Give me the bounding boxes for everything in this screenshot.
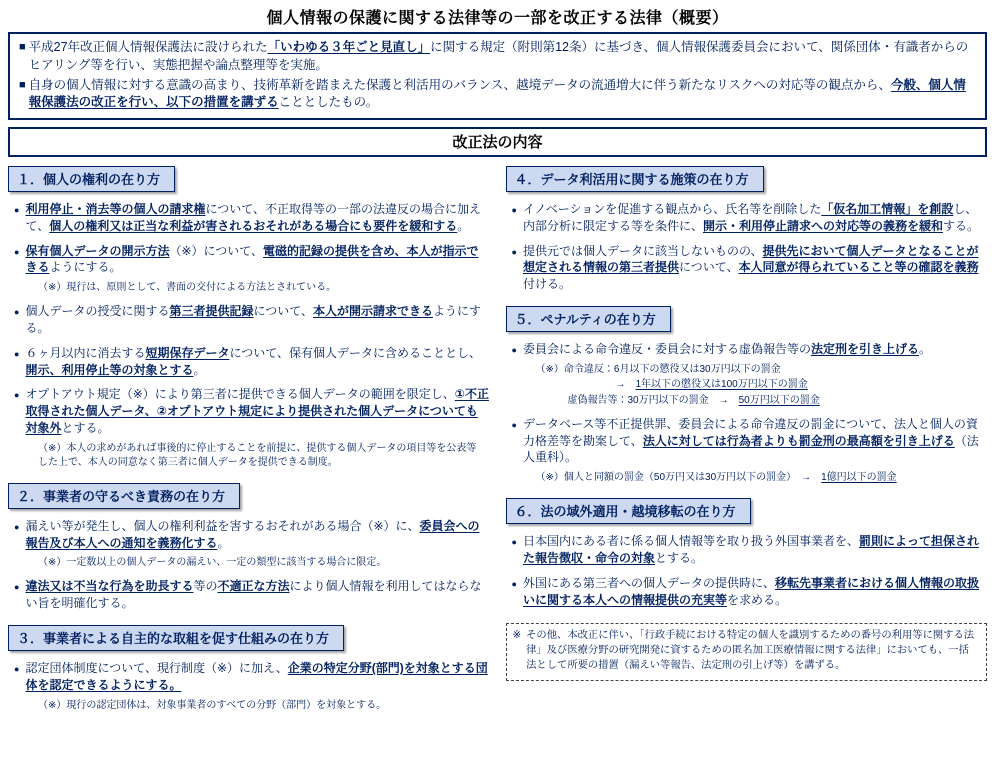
section-data-utilization bbox=[506, 166, 988, 293]
section-extraterritorial-heading: ６．法の域外適用・越境移転の在り方 bbox=[506, 498, 751, 524]
reference-mark-icon: ※ bbox=[512, 630, 522, 642]
bullet-text: 個人データの授受に関する第三者提供記録について、本人が開示請求できるようにする。 bbox=[25, 304, 482, 335]
bullet-text: 保有個人データの開示方法（※）について、電磁的記録の提供を含め、本人が指示できるようにする。 bbox=[25, 243, 479, 275]
intro-text: 自身の個人情報に対する意識の高まり、技術革新を踏まえた保護と利活用のバランス、越境データの流通増大に伴う新たなリスクへの対応等の観点から、今般、個人情報保護法の改正を行い、以下の措置を講ずることとしたもの。 bbox=[28, 77, 966, 110]
bullet-item bbox=[508, 416, 988, 466]
section-voluntary-efforts bbox=[8, 625, 490, 713]
bullet-text: データベース等不正提供罪、委員会による命令違反の罰金について、法人と個人の資力格差等を勘案して、法人に対しては行為者よりも罰金刑の最高額を引き上げる（法人重科）。 bbox=[522, 416, 979, 465]
note-text: （※）現行の認定団体は、対象事業者のすべての分野（部門）を対象とする。 bbox=[38, 699, 387, 711]
section-penalty-heading: ５．ペナルティの在り方 bbox=[506, 306, 671, 332]
bullet-item bbox=[508, 201, 988, 235]
bullet-item bbox=[10, 660, 490, 694]
bullet-text: 漏えい等が発生し、個人の権利利益を害するおそれがある場合（※）に、委員会への報告及び本人への通知を義務化する。 bbox=[25, 518, 480, 550]
bullet-item bbox=[10, 518, 490, 552]
bullet-text: 提供元では個人データに該当しないものの、提供先において個人データとなることが想定される情報の第三者提供について、本人同意が得られていること等の確認を義務付ける。 bbox=[522, 243, 979, 292]
circle-bullet-icon: ● bbox=[14, 307, 20, 318]
left-column bbox=[8, 166, 490, 721]
section-business-duties-heading: ２．事業者の守るべき責務の在り方 bbox=[8, 483, 240, 509]
section-data-utilization-heading: ４．データ利活用に関する施策の在り方 bbox=[506, 166, 764, 192]
bullet-text: 外国にある第三者への個人データの提供時に、移転先事業者における個人情報の取扱いに関する本人への情報提供の充実等を求める。 bbox=[522, 575, 979, 607]
intro-box bbox=[8, 32, 987, 120]
intro-text: 平成27年改正個人情報保護法に設けられた「いわゆる３年ごと見直し」に関する規定（附則第12条）に基づき、個人情報保護委員会において、関係団体・有識者からのヒアリング等を行い、実態把握や論点整理等を実施。 bbox=[28, 40, 969, 72]
bullet-text: 認定団体制度について、現行制度（※）に加え、企業の特定分野(部門)を対象とする団体を認定できるようにする。 bbox=[25, 660, 488, 692]
bullet-item bbox=[508, 243, 988, 293]
note-text: （※）一定数以上の個人データの漏えい、一定の類型に該当する場合に限定。 bbox=[38, 557, 387, 569]
two-column-layout bbox=[7, 166, 988, 721]
section-extraterritorial bbox=[506, 498, 988, 608]
bullet-text: オプトアウト規定（※）により第三者に提供できる個人データの範囲を限定し、①不正取得された個人データ、②オプトアウト規定により提供された個人データについても対象外とする。 bbox=[25, 387, 489, 435]
bullet-text: イノベーションを促進する観点から、氏名等を削除した「仮名加工情報」を創設し、内部分析に限定する等を条件に、開示・利用停止請求への対応等の義務を緩和する。 bbox=[522, 202, 979, 233]
bullet-text: 利用停止・消去等の個人の請求権について、不正取得等の一部の法違反の場合に加えて、個人の権利又は正当な利益が害されるおそれがある場合にも要件を緩和する。 bbox=[25, 202, 481, 233]
bullet-item bbox=[508, 341, 988, 358]
note-text: （※）現行は、原則として、書面の交付による方法とされている。 bbox=[38, 282, 337, 294]
circle-bullet-icon: ● bbox=[511, 344, 517, 355]
circle-bullet-icon: ● bbox=[511, 537, 517, 548]
circle-bullet-icon: ● bbox=[14, 663, 20, 674]
circle-bullet-icon: ● bbox=[511, 578, 517, 589]
bullet-text: 日本国内にある者に係る個人情報等を取り扱う外国事業者を、罰則によって担保された報告徴収・命令の対象とする。 bbox=[522, 534, 979, 565]
note-text: （※）個人と同額の罰金（50万円又は30万円以下の罰金） → 1億円以下の罰金 bbox=[535, 472, 897, 484]
footnote-text: その他、本改正に伴い、「行政手続における特定の個人を識別するための番号の利用等に関する法律」及び医療分野の研究開発に資するための匿名加工医療情報に関する法律」においても、一括法として所要の措置（漏えい等報告、法定刑の引上げ等）を講ずる。 bbox=[526, 630, 975, 672]
circle-bullet-icon: ● bbox=[14, 205, 20, 215]
bullet-item bbox=[10, 345, 490, 379]
square-bullet-icon: ■ bbox=[19, 41, 26, 53]
square-bullet-icon: ■ bbox=[19, 78, 26, 91]
section-individual-rights bbox=[8, 166, 490, 470]
bullet-item bbox=[10, 201, 490, 235]
bullet-item bbox=[10, 386, 490, 436]
note-text: （※）本人の求めがあれば事後的に停止することを前提に、提供する個人データの項目等を公表等した上で、本人の同意なく第三者に個人データを提供できる制度。 bbox=[38, 442, 477, 468]
bullet-item bbox=[10, 243, 490, 277]
circle-bullet-icon: ● bbox=[14, 390, 20, 401]
circle-bullet-icon: ● bbox=[14, 582, 20, 593]
section-individual-rights-heading: １．個人の権利の在り方 bbox=[8, 166, 175, 192]
circle-bullet-icon: ● bbox=[511, 205, 517, 215]
bullet-text: ６ヶ月以内に消去する短期保存データについて、保有個人データに含めることとし、開示、利用停止等の対象とする。 bbox=[25, 345, 481, 377]
bullet-item bbox=[508, 575, 988, 609]
intro-bullet bbox=[19, 39, 976, 75]
footnote-box bbox=[506, 623, 988, 681]
circle-bullet-icon: ● bbox=[511, 246, 517, 257]
intro-bullet bbox=[19, 77, 976, 113]
bullet-text: 委員会による命令違反・委員会に対する虚偽報告等の法定刑を引き上げる。 bbox=[522, 341, 931, 356]
bullet-text: 違法又は不当な行為を助長する等の不適正な方法により個人情報を利用してはならない旨を明確化する。 bbox=[25, 579, 482, 611]
note-arrow-text: → 1年以下の懲役又は100万円以下の罰金 bbox=[615, 378, 808, 390]
bullet-item bbox=[508, 533, 988, 567]
note-text: （※）命令違反：6月以下の懲役又は30万円以下の罰金 bbox=[535, 363, 781, 375]
section-penalty bbox=[506, 306, 988, 485]
circle-bullet-icon: ● bbox=[14, 521, 20, 532]
circle-bullet-icon: ● bbox=[511, 419, 517, 430]
content-section-header: 改正法の内容 bbox=[8, 127, 987, 157]
section-voluntary-efforts-heading: ３．事業者による自主的な取組を促す仕組みの在り方 bbox=[8, 625, 344, 651]
right-column bbox=[506, 166, 988, 681]
circle-bullet-icon: ● bbox=[14, 348, 20, 359]
bullet-item bbox=[10, 303, 490, 337]
section-business-duties bbox=[8, 483, 490, 612]
circle-bullet-icon: ● bbox=[14, 246, 20, 257]
page-title: 個人情報の保護に関する法律等の一部を改正する法律（概要） bbox=[266, 10, 729, 27]
bullet-item bbox=[10, 578, 490, 612]
note-text: 虚偽報告等：30万円以下の罰金 → 50万円以下の罰金 bbox=[567, 394, 820, 406]
